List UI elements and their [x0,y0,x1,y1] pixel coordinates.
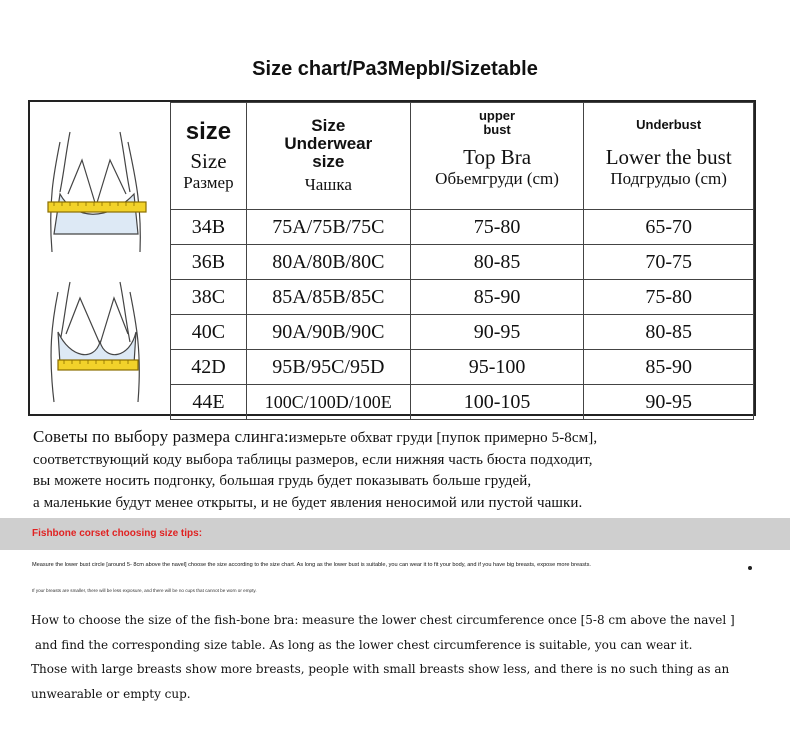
russian-size-tips [33,426,773,514]
header-cup-ru: Чашка [304,174,352,194]
russian-tips-lead: Советы по выбору размера слинга: [33,427,289,446]
cell-under: 75-80 [584,280,754,315]
fishbone-tips-small-text-1: Measure the lower bust circle [around 5- 8cm above the navel] choose the size according to the size chart. As long as the lower bust is suitable, you can wear it to fit your body, and if you have big breasts, expose more breasts. [32,562,591,568]
header-size-ru: Размер [183,173,234,193]
english-tips-line-1: How to choose the size of the fish-bone bra: measure the lower chest circumference once [5-8 cm above the navel ] [31,613,735,627]
english-size-tips [31,608,771,706]
cell-upper: 75-80 [410,210,584,245]
russian-tips-line-3: вы можете носить подгонку, большая грудь будет показывать больше грудей, [33,473,532,489]
size-chart [28,100,756,416]
cell-cup: 90A/90B/90C [246,315,410,350]
cell-upper: 90-95 [410,315,584,350]
bullet-dot-icon [748,566,752,570]
cell-size: 38C [171,280,247,315]
header-cup [246,103,410,210]
russian-tips-line-2: соответствующий коду выбора таблицы размеров, если нижняя часть бюста подходит, [33,451,593,468]
english-tips-line-3: Those with large breasts show more breasts, people with small breasts show less, and there is no such thing as an [31,662,730,676]
cell-upper: 95-100 [410,350,584,385]
table-header-row [171,103,754,210]
cell-under: 90-95 [584,385,754,420]
cell-under: 65-70 [584,210,754,245]
header-cup-en: Size Underwear size [284,116,373,172]
cell-cup: 95B/95C/95D [246,350,410,385]
table-row [171,280,754,315]
size-table [170,102,754,420]
russian-tips-line-1 [33,426,773,450]
english-tips-line-4: unwearable or empty cup. [31,686,191,701]
header-upper-ru: Обьемгруди (cm) [435,169,559,189]
russian-tips-text-1: измерьте обхват груди [пупок примерно 5-8см], [288,430,598,446]
table-row [171,210,754,245]
cell-under: 70-75 [584,245,754,280]
page-title: Size chart/Pa3MepbI/Sizetable [252,58,538,80]
table-row [171,350,754,385]
cell-cup: 75A/75B/75C [246,210,410,245]
header-size [171,103,247,210]
bra-measurement-illustration [30,102,170,414]
fishbone-tips-title: Fishbone corset choosing size tips: [32,528,203,539]
cell-upper: 80-85 [410,245,584,280]
upper-bust-figure [48,132,146,252]
header-upper-mid: Top Bra [463,145,532,170]
header-size-mid: Size [190,149,227,174]
cell-cup: 80A/80B/80C [246,245,410,280]
header-upper-en: upper bust [478,108,516,137]
fishbone-tips-band [0,518,790,550]
cell-upper: 100-105 [410,385,584,420]
english-tips-line-2: and find the corresponding size table. As long as the lower chest circumference is suitable, you can wear it. [31,637,693,652]
header-upper [410,103,584,210]
cell-upper: 85-90 [410,280,584,315]
cell-size: 44E [171,385,247,420]
header-under [584,103,754,210]
header-under-ru: Подгрудыо (cm) [610,168,727,188]
table-row [171,385,754,420]
cell-under: 85-90 [584,350,754,385]
cell-size: 42D [171,350,247,385]
under-bust-figure [51,282,139,402]
table-row [171,245,754,280]
cell-size: 36B [171,245,247,280]
cell-under: 80-85 [584,315,754,350]
cell-cup: 85A/85B/85C [246,280,410,315]
cell-size: 40C [171,315,247,350]
russian-tips-line-4: а маленькие будут менее открыты, и не будет явления неносимой или пустой чашки. [33,494,583,511]
fishbone-tips-small-text-2: If your breasts are smaller, there will be less exposure, and there will be no cups that cannot be worn or empty. [32,588,257,593]
table-row [171,315,754,350]
cell-size: 34B [171,210,247,245]
cell-cup: 100C/100D/100E [246,385,410,420]
header-size-en: size [185,118,232,146]
bra-illustration-panel [30,102,171,414]
header-under-en: Underbust [636,116,702,132]
header-under-mid: Lower the bust [605,144,732,169]
